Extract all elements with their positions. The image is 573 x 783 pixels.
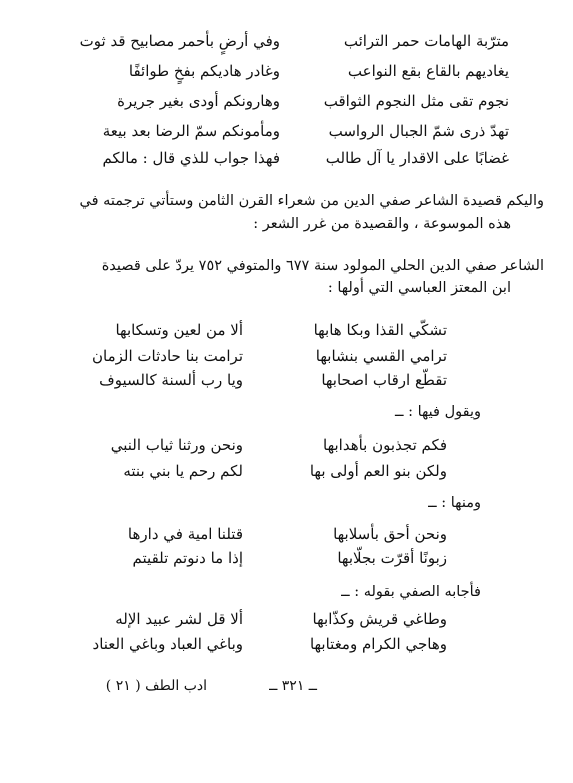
verse-first-hemistich: وهارونكم أودى بغير جريرة	[117, 92, 280, 110]
verse	[0, 318, 573, 342]
verse	[0, 607, 573, 631]
verse-first-hemistich: وفي أرضٍ بأحمر مصابيح قد ثوت	[79, 32, 280, 50]
verse-second-hemistich: تهدّ ذرى شمّ الجبال الرواسب	[328, 122, 509, 140]
verse-first-hemistich: قتلنا امية في دارها	[127, 525, 243, 543]
verse-second-hemistich: مترّبة الهامات حمر الترائب	[343, 32, 509, 50]
verse	[0, 29, 573, 53]
verse	[0, 368, 573, 392]
verse-second-hemistich: ولكن بنو العم أولى بها	[309, 462, 447, 480]
verse-second-hemistich: يغاديهم بالقاع بقع النواعب	[347, 62, 509, 80]
verse-first-hemistich: ألا من لعين وتسكابها	[115, 321, 243, 339]
verse-first-hemistich: إذا ما دنوتم تلقيتم	[132, 549, 243, 567]
intro-line: هذه الموسوعة ، والقصيدة من غرر الشعر :	[253, 216, 511, 232]
verse-first-hemistich: فهذا جواب للذي قال : مالكم	[102, 149, 280, 167]
verse	[0, 344, 573, 368]
verse-first-hemistich: ويا رب ألسنة كالسيوف	[99, 371, 243, 389]
verse-second-hemistich: ونحن أحق بأسلابها	[333, 525, 447, 543]
verse-second-hemistich: زبونًا أقرّت بجلّابها	[337, 549, 447, 567]
verse-second-hemistich: وهاجي الكرام ومغتابها	[309, 635, 447, 653]
verse-first-hemistich: لكم رحم يا بني بنته	[123, 462, 243, 480]
verse-second-hemistich: تشكّي القذا وبكا هابها	[313, 321, 447, 339]
verse-second-hemistich: نجوم تقى مثل النجوم الثواقب	[323, 92, 509, 110]
verse	[0, 632, 573, 656]
verse-first-hemistich: وغادر هاديكم بفخٍ طوائفًا	[128, 62, 280, 80]
section-label: ومنها : ــ	[428, 495, 481, 511]
verse-second-hemistich: وطاغي قريش وكذّابها	[312, 610, 447, 628]
verse-second-hemistich: غضابًا على الاقدار يا آل طالب	[325, 149, 509, 167]
verse-first-hemistich: ومأمونكم سمّ الرضا بعد بيعة	[102, 122, 280, 140]
verse	[0, 459, 573, 483]
page-signature: ادب الطف ( ٢١ )	[105, 678, 207, 694]
verse	[0, 522, 573, 546]
verse-first-hemistich: وباغي العباد وباغي العناد	[92, 635, 243, 653]
verse	[0, 546, 573, 570]
verse	[0, 59, 573, 83]
verse-first-hemistich: ألا قل لشر عبيد الإله	[115, 610, 243, 628]
verse-first-hemistich: ترامت بنا حادثات الزمان	[92, 347, 243, 365]
verse-second-hemistich: تقطّع ارقاب اصحابها	[321, 371, 447, 389]
verse	[0, 89, 573, 113]
verse	[0, 146, 573, 170]
verse-first-hemistich: ونحن ورثنا ثياب النبي	[110, 436, 243, 454]
page-number: ــ ٣٢١ ــ	[269, 678, 317, 694]
bio-line: ابن المعتز العباسي التي أولها :	[327, 280, 511, 296]
section-label: فأجابه الصفي بقوله : ــ	[341, 584, 481, 600]
verse	[0, 119, 573, 143]
verse-second-hemistich: فكم تجذبون بأهدابها	[323, 436, 447, 454]
intro-line: واليكم قصيدة الشاعر صفي الدين من شعراء القرن الثامن وستأتي ترجمته في	[79, 193, 544, 209]
verse	[0, 433, 573, 457]
bio-line: الشاعر صفي الدين الحلي المولود سنة ٦٧٧ والمتوفي ٧٥٢ يردّ على قصيدة	[101, 258, 544, 274]
section-label: ويقول فيها : ــ	[394, 404, 481, 420]
verse-second-hemistich: ترامي القسي بنشابها	[315, 347, 447, 365]
